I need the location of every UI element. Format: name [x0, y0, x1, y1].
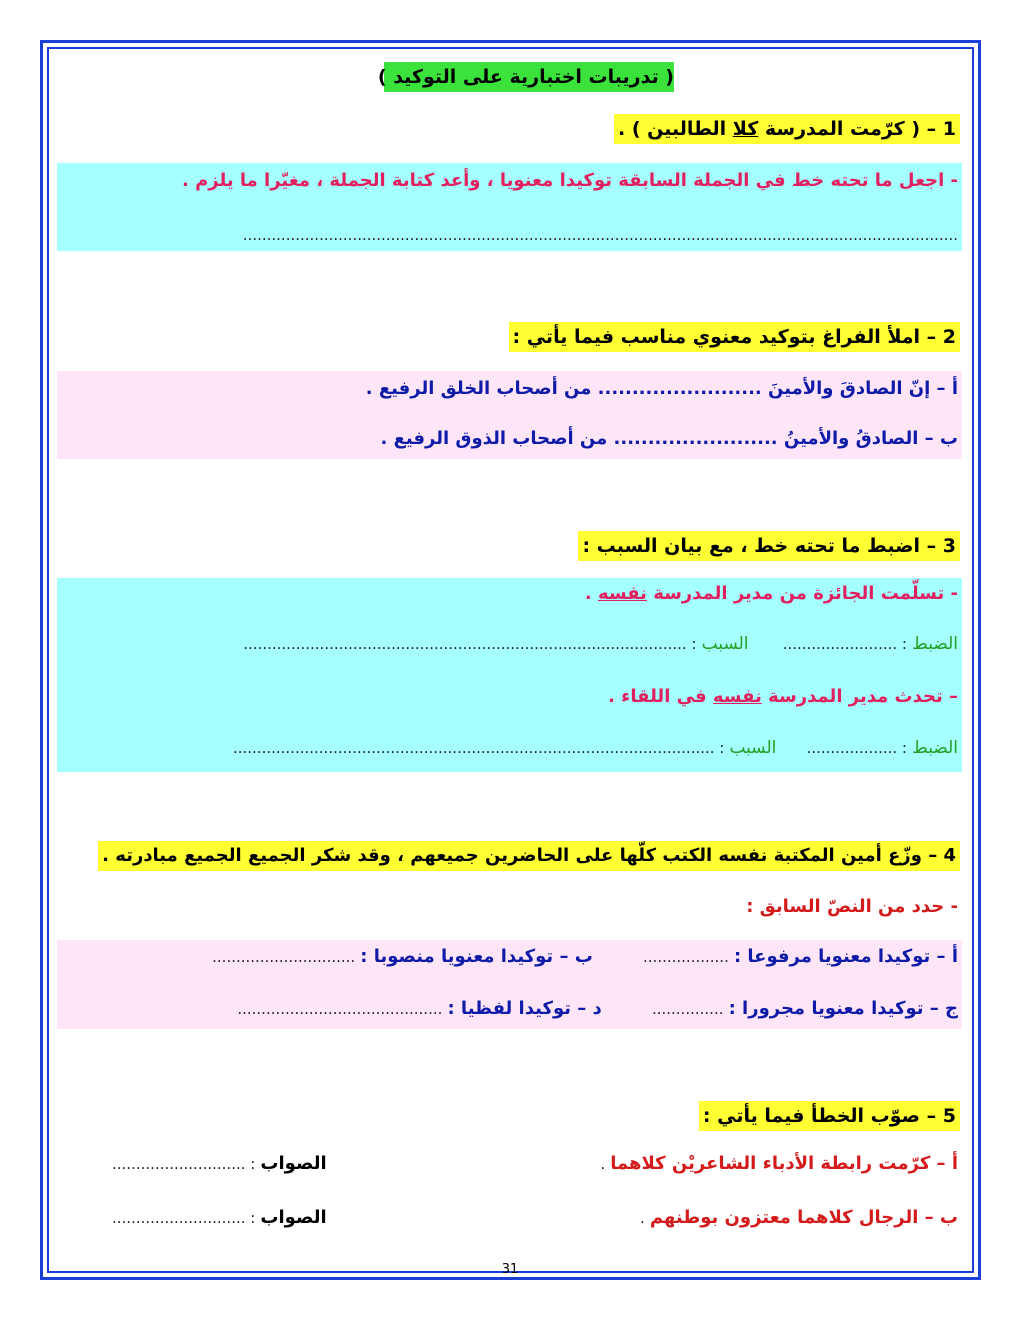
q5-correct-a	[112, 1153, 327, 1174]
q1-instruction: - اجعل ما تحته خط في الجملة السابقة توكيدا معنويا ، وأعد كتابة الجملة ، مغيّرا ما يلزم .	[182, 170, 958, 191]
q5-item-a	[600, 1153, 958, 1174]
q3-sabab-dots-1[interactable]: : .............................................................................................	[243, 635, 697, 653]
q3-s2-suffix: في اللقاء .	[608, 686, 713, 707]
q5-correct-dots-a[interactable]: : ............................	[112, 1155, 256, 1173]
q4-c-dots[interactable]: ...............	[651, 1000, 724, 1018]
q1-heading-underlined: كلا	[732, 118, 759, 140]
q3-sentence-2	[608, 686, 958, 707]
q4-b-label: ب – توكيدا معنويا منصوبا :	[360, 946, 593, 967]
q4-instruction: - حدد من النصّ السابق :	[746, 896, 958, 917]
q5-correct-label-b: الصواب	[260, 1207, 327, 1228]
q1-heading	[614, 114, 960, 144]
q3-s2-prefix: – تحدث مدير المدرسة	[761, 686, 958, 707]
q3-s1-prefix: - تسلّمت الجائزة من مدير المدرسة	[646, 583, 958, 604]
q4-row-1	[212, 946, 958, 967]
q3-s2-underlined: نفسه	[712, 686, 762, 707]
q3-s1-underlined: نفسه	[597, 583, 647, 604]
q5-correct-label-a: الصواب	[260, 1153, 327, 1174]
q4-d-label: د – توكيدا لفظيا :	[447, 998, 602, 1019]
q1-answer-line[interactable]: ......................................................................................................................................................	[242, 226, 958, 244]
q2-item-b: ب – الصادقُ والأمينُ ........................ من أصحاب الذوق الرفيع .	[380, 428, 958, 449]
q3-dabt-dots-1[interactable]: : ........................	[782, 635, 907, 653]
q4-d-dots[interactable]: ...........................................	[237, 1000, 443, 1018]
q4-a-dots[interactable]: ..................	[643, 948, 729, 966]
q3-sabab-label-2: السبب	[729, 738, 777, 758]
q3-heading: 3 – اضبط ما تحته خط ، مع بيان السبب :	[578, 531, 960, 561]
q3-sabab-label-1: السبب	[701, 634, 749, 654]
q5-heading: 5 – صوّب الخطأ فيما يأتي :	[699, 1101, 960, 1131]
q4-b-dots[interactable]: ..............................	[212, 948, 356, 966]
q2-item-a: أ – إنّ الصادقَ والأمينَ ........................ من أصحاب الخلق الرفيع .	[365, 378, 958, 399]
q2-heading: 2 – املأ الفراغ بتوكيد معنوي مناسب فيما يأتي :	[509, 322, 961, 352]
page-title: ( تدريبات اختبارية على التوكيد )	[384, 62, 674, 92]
page-number: 31	[501, 1262, 519, 1277]
q3-row-2	[233, 738, 958, 758]
q3-sabab-dots-2[interactable]: : .....................................................................................................	[232, 739, 725, 757]
q3-sentence-1	[585, 583, 958, 604]
q5-a-dot: .	[600, 1155, 606, 1173]
q4-c-label: ج – توكيدا معنويا مجرورا :	[728, 998, 958, 1019]
q4-heading: 4 – وزّع أمين المكتبة نفسه الكتب كلّها على الحاضرين جميعهم ، وقد شكر الجميع الجميع مبادرته .	[98, 841, 960, 871]
q4-row-2	[237, 998, 958, 1019]
q5-correct-dots-b[interactable]: : ............................	[112, 1209, 256, 1227]
q3-dabt-label-2: الضبط	[912, 738, 958, 758]
q3-s1-suffix: .	[584, 583, 598, 604]
q1-heading-suffix: الطالبين ) .	[617, 118, 733, 140]
q4-a-label: أ – توكيدا معنويا مرفوعا :	[733, 946, 958, 967]
q3-row-1	[243, 634, 958, 654]
q3-dabt-label-1: الضبط	[912, 634, 958, 654]
q5-item-b	[640, 1207, 958, 1228]
q5-b-dot: .	[640, 1209, 645, 1227]
q5-correct-b	[112, 1207, 327, 1228]
q1-heading-prefix: 1 – ( كرّمت المدرسة	[758, 118, 956, 140]
q3-dabt-dots-2[interactable]: : ...................	[806, 739, 907, 757]
q5-a-text: أ – كرّمت رابطة الأدباء الشاعريْن كلاهما	[610, 1153, 958, 1174]
q5-b-text: ب – الرجال كلاهما معتزون بوطنهم	[649, 1207, 958, 1228]
